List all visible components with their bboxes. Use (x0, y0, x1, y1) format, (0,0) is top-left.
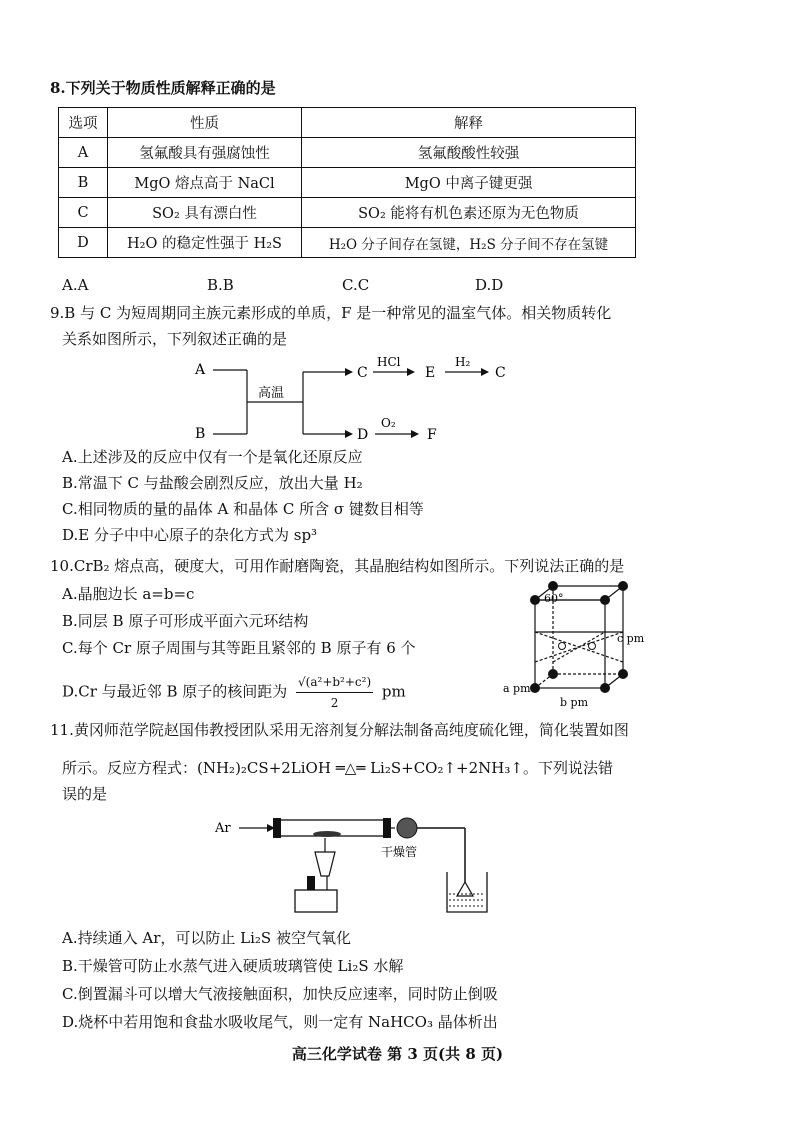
reagent-hcl: HCl (377, 356, 401, 369)
table-row (59, 168, 636, 198)
reagent-h2: H₂ (455, 356, 471, 369)
cell-a-label: a pm (503, 682, 531, 695)
row-d-property: H₂O 的稳定性强于 H₂S (108, 228, 302, 258)
table-row (59, 198, 636, 228)
choice-c[interactable]: C.C (342, 276, 370, 294)
row-c-explanation: SO₂ 能将有机色素还原为无色物质 (302, 198, 636, 228)
ar-inlet-label: Ar (215, 821, 231, 836)
q9-option-b[interactable]: B.常温下 C 与盐酸会剧烈反应，放出大量 H₂ (62, 474, 363, 492)
q10-option-c[interactable]: C.每个 Cr 原子周围与其等距且紧邻的 B 原子有 6 个 (62, 639, 416, 657)
table-row (59, 138, 636, 168)
table-header-row (59, 108, 636, 138)
row-d-explanation: H₂O 分子间存在氢键，H₂S 分子间不存在氢键 (302, 228, 636, 258)
q11-apparatus (215, 812, 515, 922)
q10-option-b[interactable]: B.同层 B 原子可形成平面六元环结构 (62, 612, 309, 630)
header-property: 性质 (108, 108, 302, 138)
node-a: A (195, 362, 206, 378)
row-a-option: A (59, 138, 108, 168)
q9-transformation-diagram (185, 356, 525, 448)
header-option: 选项 (59, 108, 108, 138)
row-a-property: 氢氟酸具有强腐蚀性 (108, 138, 302, 168)
fraction-denominator: 2 (330, 696, 339, 710)
q8-table (58, 107, 636, 258)
q10-option-d-fraction (296, 672, 373, 713)
cell-c-label: c pm (617, 632, 645, 645)
node-c-product: C (495, 365, 506, 381)
header-explanation: 解释 (302, 108, 636, 138)
q10-option-a[interactable]: A.晶胞边长 a=b=c (62, 585, 195, 603)
node-b: B (195, 426, 206, 442)
choice-b[interactable]: B.B (207, 276, 234, 294)
choice-a[interactable]: A.A (62, 276, 89, 294)
row-a-explanation: 氢氟酸酸性较强 (302, 138, 636, 168)
drying-tube-label: 干燥管 (381, 845, 418, 859)
choice-d[interactable]: D.D (475, 276, 504, 294)
row-c-property: SO₂ 具有漂白性 (108, 198, 302, 228)
q11-stem-line3: 误的是 (62, 785, 108, 803)
q10-option-d-prefix: D.Cr 与最近邻 B 原子的核间距为 (62, 682, 288, 701)
burner-base (295, 890, 337, 912)
q9-option-a[interactable]: A.上述涉及的反应中仅有一个是氧化还原反应 (62, 448, 363, 466)
row-d-option: D (59, 228, 108, 258)
cell-angle-label: 60° (544, 592, 564, 605)
q11-option-c[interactable]: C.倒置漏斗可以增大气液接触面积，加快反应速率，同时防止倒吸 (62, 985, 498, 1003)
q10-option-d-unit: pm (381, 682, 406, 701)
node-c: C (357, 365, 368, 381)
cell-b-label: b pm (560, 696, 589, 709)
node-f: F (427, 427, 437, 443)
q10-option-d[interactable] (62, 672, 406, 713)
condition-high-temp: 高温 (258, 386, 285, 401)
q9-stem-line1: 9.B 与 C 为短周期同主族元素形成的单质，F 是一种常见的温室气体。相关物质转化 (50, 304, 612, 322)
row-b-explanation: MgO 中离子键更强 (302, 168, 636, 198)
reagent-o2: O₂ (381, 416, 396, 430)
table-row (59, 228, 636, 258)
node-d: D (357, 427, 369, 443)
q9-option-d[interactable]: D.E 分子中中心原子的杂化方式为 sp³ (62, 526, 318, 544)
q9-option-c[interactable]: C.相同物质的量的晶体 A 和晶体 C 所含 σ 键数目相等 (62, 500, 424, 518)
drying-tube-bulb (397, 818, 417, 838)
q8-stem: 8.下列关于物质性质解释正确的是 (50, 79, 276, 97)
q11-option-d[interactable]: D.烧杯中若用饱和食盐水吸收尾气，则一定有 NaHCO₃ 晶体析出 (62, 1013, 498, 1031)
q10-crystal-cell (500, 580, 650, 710)
node-e: E (425, 365, 436, 381)
fraction-numerator: √(a²+b²+c²) (296, 672, 373, 693)
q10-stem: 10.CrB₂ 熔点高，硬度大，可用作耐磨陶瓷，其晶胞结构如图所示。下列说法正确的是 (50, 557, 625, 575)
row-b-option: B (59, 168, 108, 198)
q9-stem-line2: 关系如图所示，下列叙述正确的是 (62, 330, 288, 348)
q11-option-a[interactable]: A.持续通入 Ar，可以防止 Li₂S 被空气氧化 (62, 929, 351, 947)
row-c-option: C (59, 198, 108, 228)
page-footer: 高三化学试卷 第 3 页(共 8 页) (291, 1045, 504, 1063)
q11-stem-line2: 所示。反应方程式：(NH₂)₂CS+2LiOH ═△═ Li₂S+CO₂↑+2NH₃↑。下列说法错 (62, 759, 613, 777)
q11-stem-line1: 11.黄冈师范学院赵国伟教授团队采用无溶剂复分解法制备高纯度硫化锂，简化装置如图 (50, 721, 629, 739)
row-b-property: MgO 熔点高于 NaCl (108, 168, 302, 198)
q11-option-b[interactable]: B.干燥管可防止水蒸气进入硬质玻璃管使 Li₂S 水解 (62, 957, 404, 975)
